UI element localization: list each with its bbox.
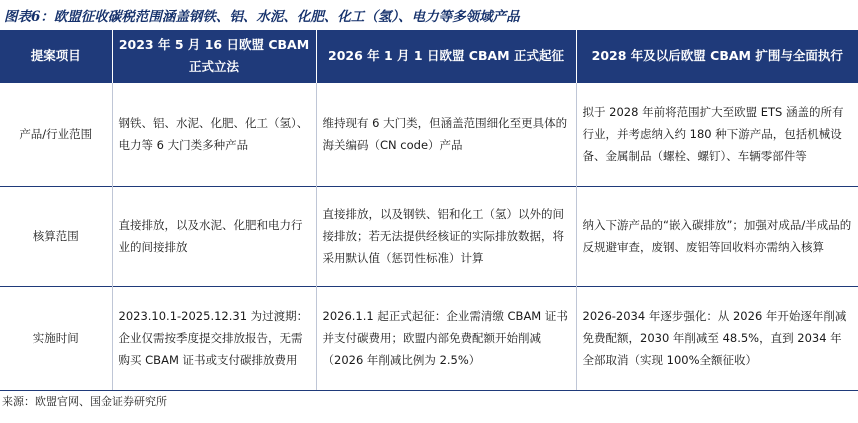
table-cell: 直接排放，以及水泥、化肥和电力行业的间接排放 bbox=[112, 186, 316, 286]
cbam-table bbox=[0, 30, 858, 391]
table-cell: 2026.1.1 起正式起征：企业需清缴 CBAM 证书并支付碳费用；欧盟内部免费配额开始削减（2026 年削减比例为 2.5%） bbox=[316, 286, 576, 390]
table-cell: 2026-2034 年逐步强化：从 2026 年开始逐年削减免费配额，2030 年削减至 48.5%，直到 2034 年全部取消（实现 100%全额征收） bbox=[576, 286, 858, 390]
table-cell: 2023.10.1-2025.12.31 为过渡期：企业仅需按季度提交排放报告，无需购买 CBAM 证书或支付碳排放费用 bbox=[112, 286, 316, 390]
table-cell: 钢铁、铝、水泥、化肥、化工（氢）、电力等 6 大门类多种产品 bbox=[112, 82, 316, 186]
header-2026: 2026 年 1 月 1 日欧盟 CBAM 正式起征 bbox=[316, 30, 576, 82]
figure-title: 图表6：欧盟征收碳税范围涵盖钢铁、铝、水泥、化肥、化工（氢）、电力等多领域产品 bbox=[4, 9, 520, 25]
table-row bbox=[0, 186, 858, 286]
row-label: 核算范围 bbox=[0, 186, 112, 286]
header-item: 提案项目 bbox=[0, 30, 112, 82]
header-2023: 2023 年 5 月 16 日欧盟 CBAM 正式立法 bbox=[112, 30, 316, 82]
table-row bbox=[0, 82, 858, 186]
table-cell: 纳入下游产品的“嵌入碳排放”；加强对成品/半成品的反规避审查，废钢、废铝等回收料亦需纳入核算 bbox=[576, 186, 858, 286]
source-note: 来源：欧盟官网、国金证券研究所 bbox=[2, 395, 167, 408]
table-row bbox=[0, 286, 858, 390]
table-header-row bbox=[0, 30, 858, 82]
row-label: 产品/行业范围 bbox=[0, 82, 112, 186]
table-cell: 直接排放，以及钢铁、铝和化工（氢）以外的间接排放；若无法提供经核证的实际排放数据，将采用默认值（惩罚性标准）计算 bbox=[316, 186, 576, 286]
row-label: 实施时间 bbox=[0, 286, 112, 390]
table-cell: 拟于 2028 年前将范围扩大至欧盟 ETS 涵盖的所有行业，并考虑纳入约 180 种下游产品，包括机械设备、金属制品（螺栓、螺钉）、车辆零部件等 bbox=[576, 82, 858, 186]
table-cell: 维持现有 6 大门类，但涵盖范围细化至更具体的海关编码（CN code）产品 bbox=[316, 82, 576, 186]
header-2028: 2028 年及以后欧盟 CBAM 扩围与全面执行 bbox=[576, 30, 858, 82]
